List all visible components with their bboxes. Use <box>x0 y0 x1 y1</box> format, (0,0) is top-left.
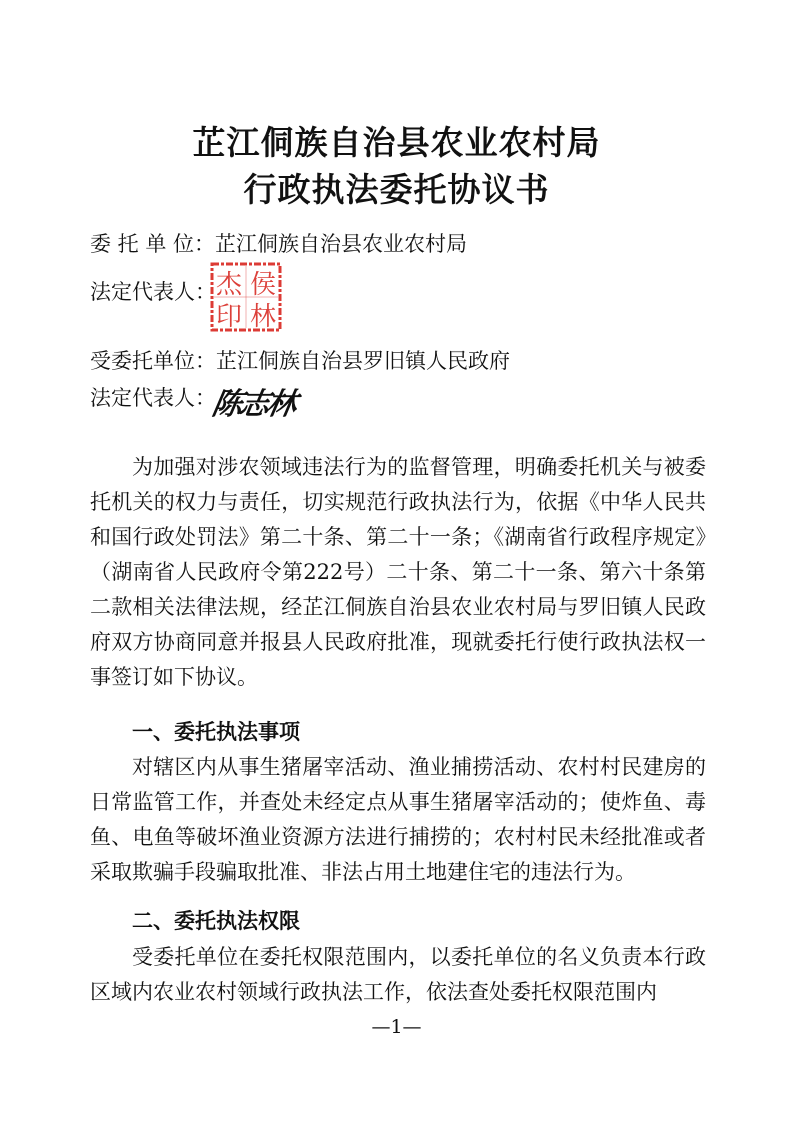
entrusting-unit-label: 委 托 单 位： <box>90 232 216 256</box>
entrusted-unit-label: 受委托单位： <box>90 349 216 373</box>
section-1-heading: 一、委托执法事项 <box>132 720 300 744</box>
entrusted-unit-row <box>90 345 510 375</box>
intro-paragraph: 为加强对涉农领域违法行为的监督管理，明确委托机关与被委托机关的权力与责任，切实规范行政执法行为，依据《中华人民共和国行政处罚法》第二十条、第二十一条；《湖南省行政程序规定》（湖南省人民政府令第222号）二十条、第二十一条、第六十条第二款相关法律法规，经芷江侗族自治县农业农村局与罗旧镇人民政府双方协商同意并报县人民政府批准，现就委托行使行政执法权一事签订如下协议。 <box>90 455 706 689</box>
document-title-line-2: 行政执法委托协议书 <box>243 170 550 209</box>
document-title-line-1: 芷江侗族自治县农业农村局 <box>192 123 601 162</box>
handwritten-signature: 陈志林 <box>209 387 297 422</box>
svg-text:杰: 杰 <box>215 270 243 300</box>
svg-text:侯: 侯 <box>249 270 277 300</box>
legal-representative-row-1 <box>90 276 216 306</box>
entrusted-unit-value: 芷江侗族自治县罗旧镇人民政府 <box>216 349 510 373</box>
section-1-text: 对辖区内从事生猪屠宰活动、渔业捕捞活动、农村村民建房的日常监管工作，并查处未经定点从事生猪屠宰活动的；使炸鱼、毒鱼、电鱼等破坏渔业资源方法进行捕捞的；农村村民未经批准或者采取欺骗手段骗取批准、非法占用土地建住宅的违法行为。 <box>90 755 706 884</box>
page-number: —1— <box>371 1016 422 1038</box>
section-2-heading: 二、委托执法权限 <box>132 909 300 933</box>
legal-representative-label-1: 法定代表人： <box>90 280 216 304</box>
legal-representative-label-2: 法定代表人： <box>90 386 216 410</box>
svg-text:印: 印 <box>215 302 243 332</box>
entrusting-unit-row <box>90 228 467 258</box>
section-2-text: 受委托单位在委托权限范围内，以委托单位的名义负责本行政区域内农业农村领域行政执法工作，依法查处委托权限范围内 <box>90 945 706 1004</box>
entrusting-unit-value: 芷江侗族自治县农业农村局 <box>215 232 468 256</box>
legal-representative-row-2 <box>90 382 216 412</box>
official-seal-stamp <box>210 262 282 332</box>
svg-text:林: 林 <box>249 302 277 332</box>
